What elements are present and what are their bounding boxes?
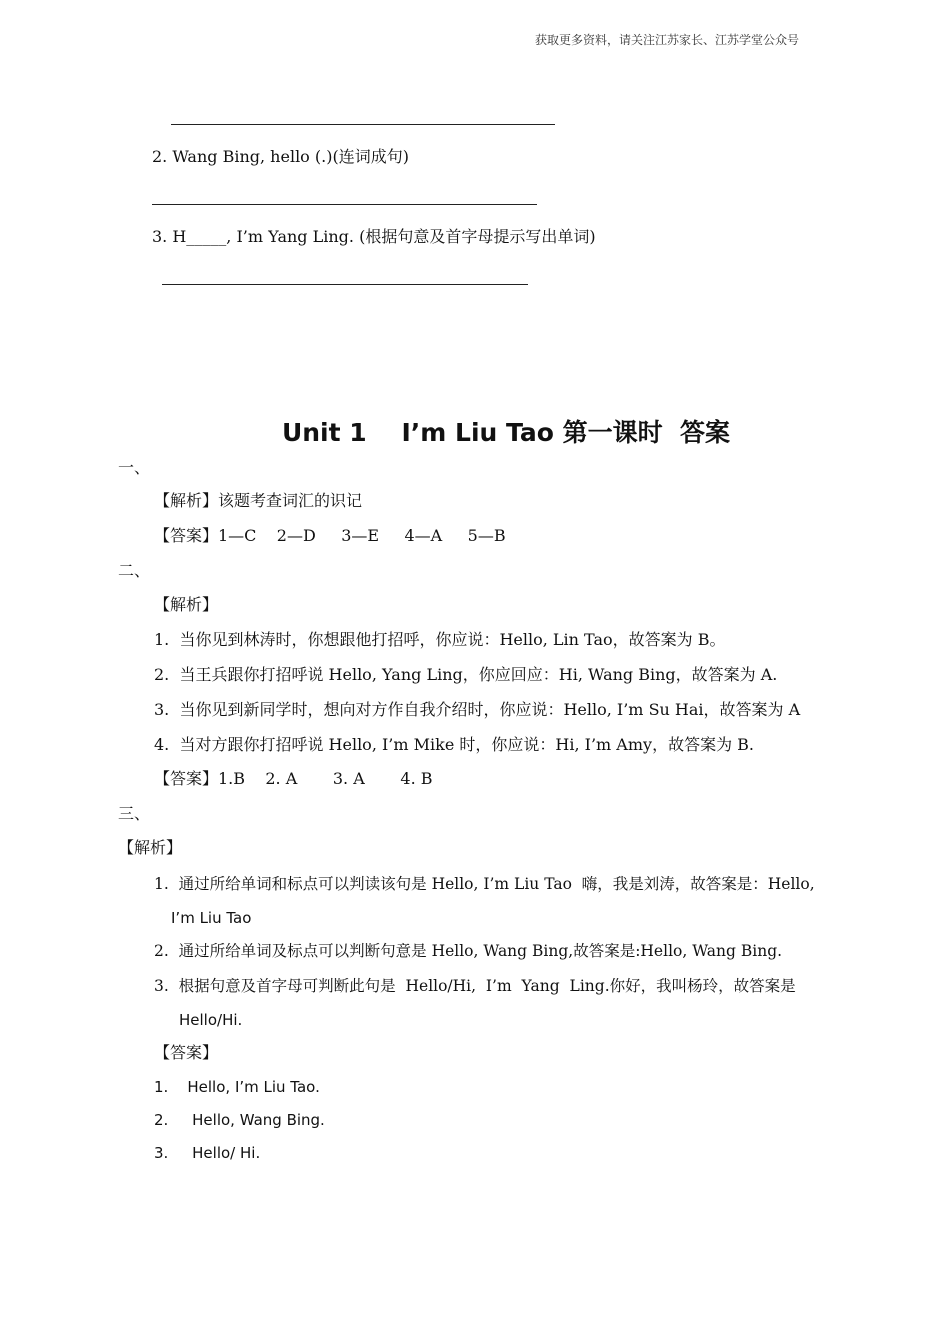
header-note: 获取更多资料，请关注江苏家长、江苏学堂公众号 bbox=[535, 33, 800, 47]
exercise-2: 2. Wang Bing, hello (.)(连词成句) bbox=[152, 147, 409, 166]
page-title: Unit 1 I’m Liu Tao 第一课时 答案 bbox=[281, 418, 731, 447]
section-3-answer-1: 1. Hello, I’m Liu Tao. bbox=[154, 1078, 320, 1096]
section-3-heading: 三、 bbox=[118, 804, 151, 823]
answer-blank-line bbox=[152, 204, 537, 205]
section-2-heading: 二、 bbox=[118, 561, 151, 580]
section-2-item-2: 2. 当王兵跟你打招呼说 Hello, Yang Ling，你应回应：Hi, Wang Bing，故答案为 A. bbox=[154, 665, 778, 684]
section-2-item-4: 4. 当对方跟你打招呼说 Hello, I’m Mike 时，你应说：Hi, I’m Amy，故答案为 B. bbox=[154, 735, 755, 754]
section-3-item-2: 2. 通过所给单词及标点可以判断句意是 Hello, Wang Bing,故答案是:Hello, Wang Bing. bbox=[154, 942, 783, 960]
section-3-item-3: 3. 根据句意及首字母可判断此句是 Hello/Hi, I’m Yang Ling.你好，我叫杨玲，故答案是 bbox=[154, 977, 796, 995]
section-1-analysis: 【解析】该题考查词汇的识记 bbox=[154, 491, 363, 510]
section-1-answer: 【答案】1—C 2—D 3—E 4—A 5—B bbox=[154, 526, 506, 545]
section-1-heading: 一、 bbox=[118, 458, 151, 477]
section-3-answer-3: 3. Hello/ Hi. bbox=[154, 1144, 261, 1162]
answer-blank-line bbox=[162, 284, 528, 285]
section-2-item-1: 1. 当你见到林涛时，你想跟他打招呼，你应说：Hello, Lin Tao，故答案为 B。 bbox=[154, 630, 726, 649]
exercise-3: 3. H_____, I’m Yang Ling. (根据句意及首字母提示写出单词) bbox=[152, 227, 596, 246]
section-2-answer: 【答案】1.B 2. A 3. A 4. B bbox=[154, 769, 433, 788]
section-3-item-3-cont: Hello/Hi. bbox=[179, 1011, 243, 1029]
section-3-item-1-cont: I’m Liu Tao bbox=[171, 909, 252, 927]
section-2-analysis-label: 【解析】 bbox=[154, 595, 219, 614]
section-3-answer-2: 2. Hello, Wang Bing. bbox=[154, 1111, 325, 1129]
section-3-answer-label: 【答案】 bbox=[154, 1043, 219, 1062]
section-2-item-3: 3. 当你见到新同学时，想向对方作自我介绍时，你应说：Hello, I’m Su Hai，故答案为 A bbox=[154, 700, 801, 719]
section-3-item-1: 1. 通过所给单词和标点可以判读该句是 Hello, I’m Liu Tao 嗨，我是刘涛，故答案是：Hello, bbox=[154, 875, 815, 893]
answer-blank-line bbox=[171, 124, 555, 125]
section-3-analysis-label: 【解析】 bbox=[118, 838, 183, 857]
